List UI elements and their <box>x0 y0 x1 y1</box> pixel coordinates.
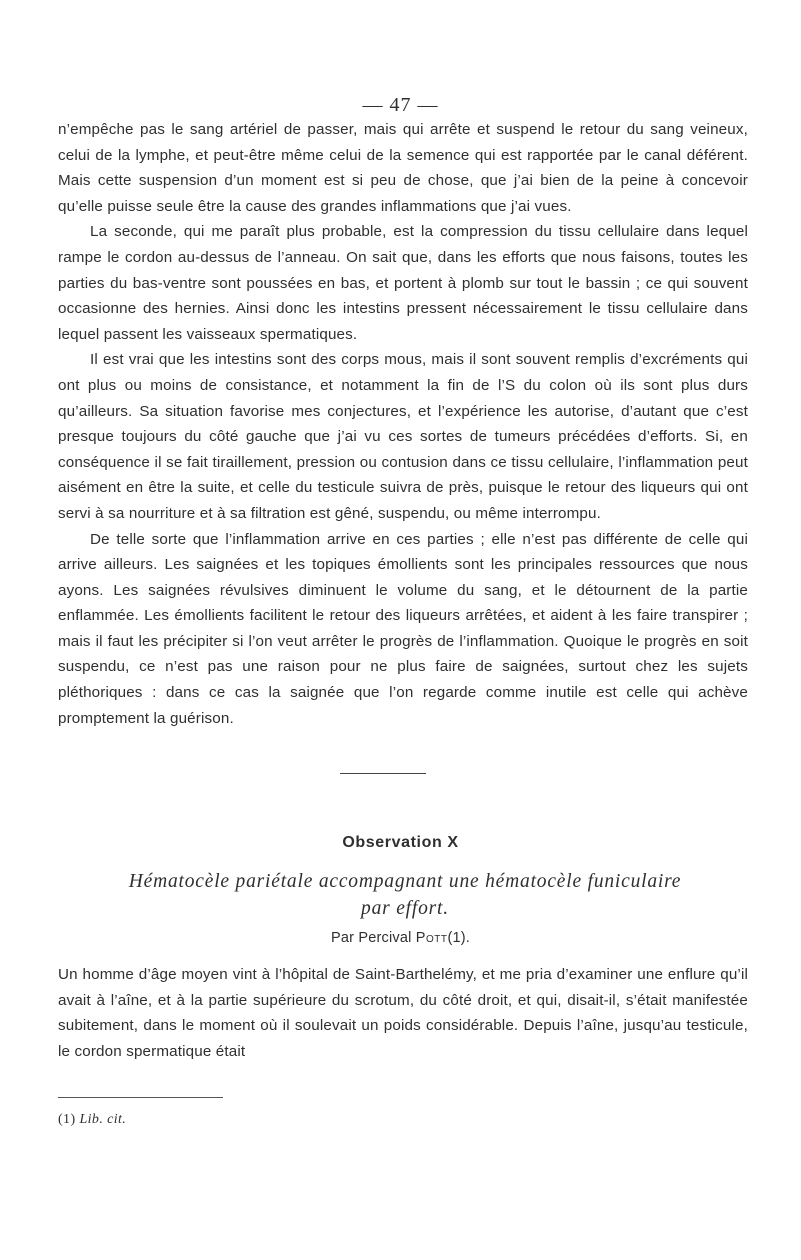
observation-text <box>58 962 748 1064</box>
observation-title-line: Hématocèle pariétale accompagnant une hématocèle funiculaire <box>128 871 682 892</box>
author-line <box>0 930 801 946</box>
paragraph: Un homme d’âge moyen vint à l’hôpital de Saint-Barthelémy, et me pria d’examiner une enflure qu’il avait à l’aîne, et à la partie supérieure du scrotum, du côté droit, et qui, disait-il, s’était manifestée subitement, dans le moment où il soulevait un poids considérable. Depuis l’aîne, jusqu’au testicule, le cordon spermatique était <box>58 966 748 1060</box>
footnote-marker: (1) <box>58 1112 80 1127</box>
author-footnote-ref: (1). <box>447 930 471 946</box>
footnote-text: Lib. cit. <box>79 1112 127 1127</box>
paragraph: n’empêche pas le sang artériel de passer, mais qui arrête et suspend le retour du sang veineux, celui de la lymphe, et peut-être même celui de la semence qui est rapportée par le canal déférent. Mais cette suspension d’un moment est si peu de chose, que j’ai bien de la peine à concevoir qu’elle puisse seule être la cause des grandes inflammations que j’ai vues. <box>58 121 748 215</box>
author-prefix: Par Percival <box>330 930 416 946</box>
footnote-rule <box>58 1097 223 1098</box>
paragraph: La seconde, qui me paraît plus probable, est la compression du tissu cellulaire dans lequel rampe le cordon au-dessus de l’anneau. On sait que, dans les efforts que nous faisons, toutes les parties du bas-ventre sont poussées en bas, et portent à plomb sur tout le bassin ; ce qui souvent occasionne des hernies. Ainsi donc les intestins pressent nécessairement le tissu cellulaire dans lequel passent les vaisseaux spermatiques. <box>58 223 748 343</box>
section-divider <box>340 773 426 774</box>
observation-title <box>60 868 750 922</box>
observation-heading: Observation X <box>342 834 459 851</box>
paragraph: De telle sorte que l’inflammation arrive en ces parties ; elle n’est pas différente de celle qui arrive ailleurs. Les saignées et les topiques émollients sont les principales ressources que nous ayons. Les saignées révulsives diminuent le volume du sang, et le détournent de la partie enflammée. Les émollients facilitent le retour des liqueurs arrêtées, et aident à les faire transpirer ; mais il faut les précipiter si l’on veut arrêter le progrès de l’inflammation. Quoique le progrès en soit suspendu, ce n’est pas une raison pour ne plus faire de saignées, surtout chez les sujets pléthoriques : dans ce cas la saignée que l’on regarde comme inutile est celle qui achève promptement la guérison. <box>58 530 748 727</box>
author-name: Pott <box>415 930 448 946</box>
main-text <box>58 117 748 731</box>
paragraph: Il est vrai que les intestins sont des corps mous, mais il sont souvent remplis d’excréments qui ont plus ou moins de consistance, et notamment la fin de l’S du colon où ils sont plus durs qu’ailleurs. Sa situation favorise mes conjectures, et l’expérience les autorise, d’autant que c’est presque toujours du côté gauche que j’ai vu ces sortes de tumeurs précédées d’efforts. Si, en conséquence il se fait tiraillement, pression ou contusion dans ce tissu cellulaire, l’inflammation peut aisément en être la suite, et celle du testicule suivra de près, puisque le retour des liqueurs qui ont servi à sa nourriture et à sa filtration est gêné, suspendu, ou même interrompu. <box>58 351 748 522</box>
footnote <box>58 1112 126 1128</box>
observation-title-line: par effort. <box>361 898 449 919</box>
page-number: — 47 — <box>362 94 439 116</box>
